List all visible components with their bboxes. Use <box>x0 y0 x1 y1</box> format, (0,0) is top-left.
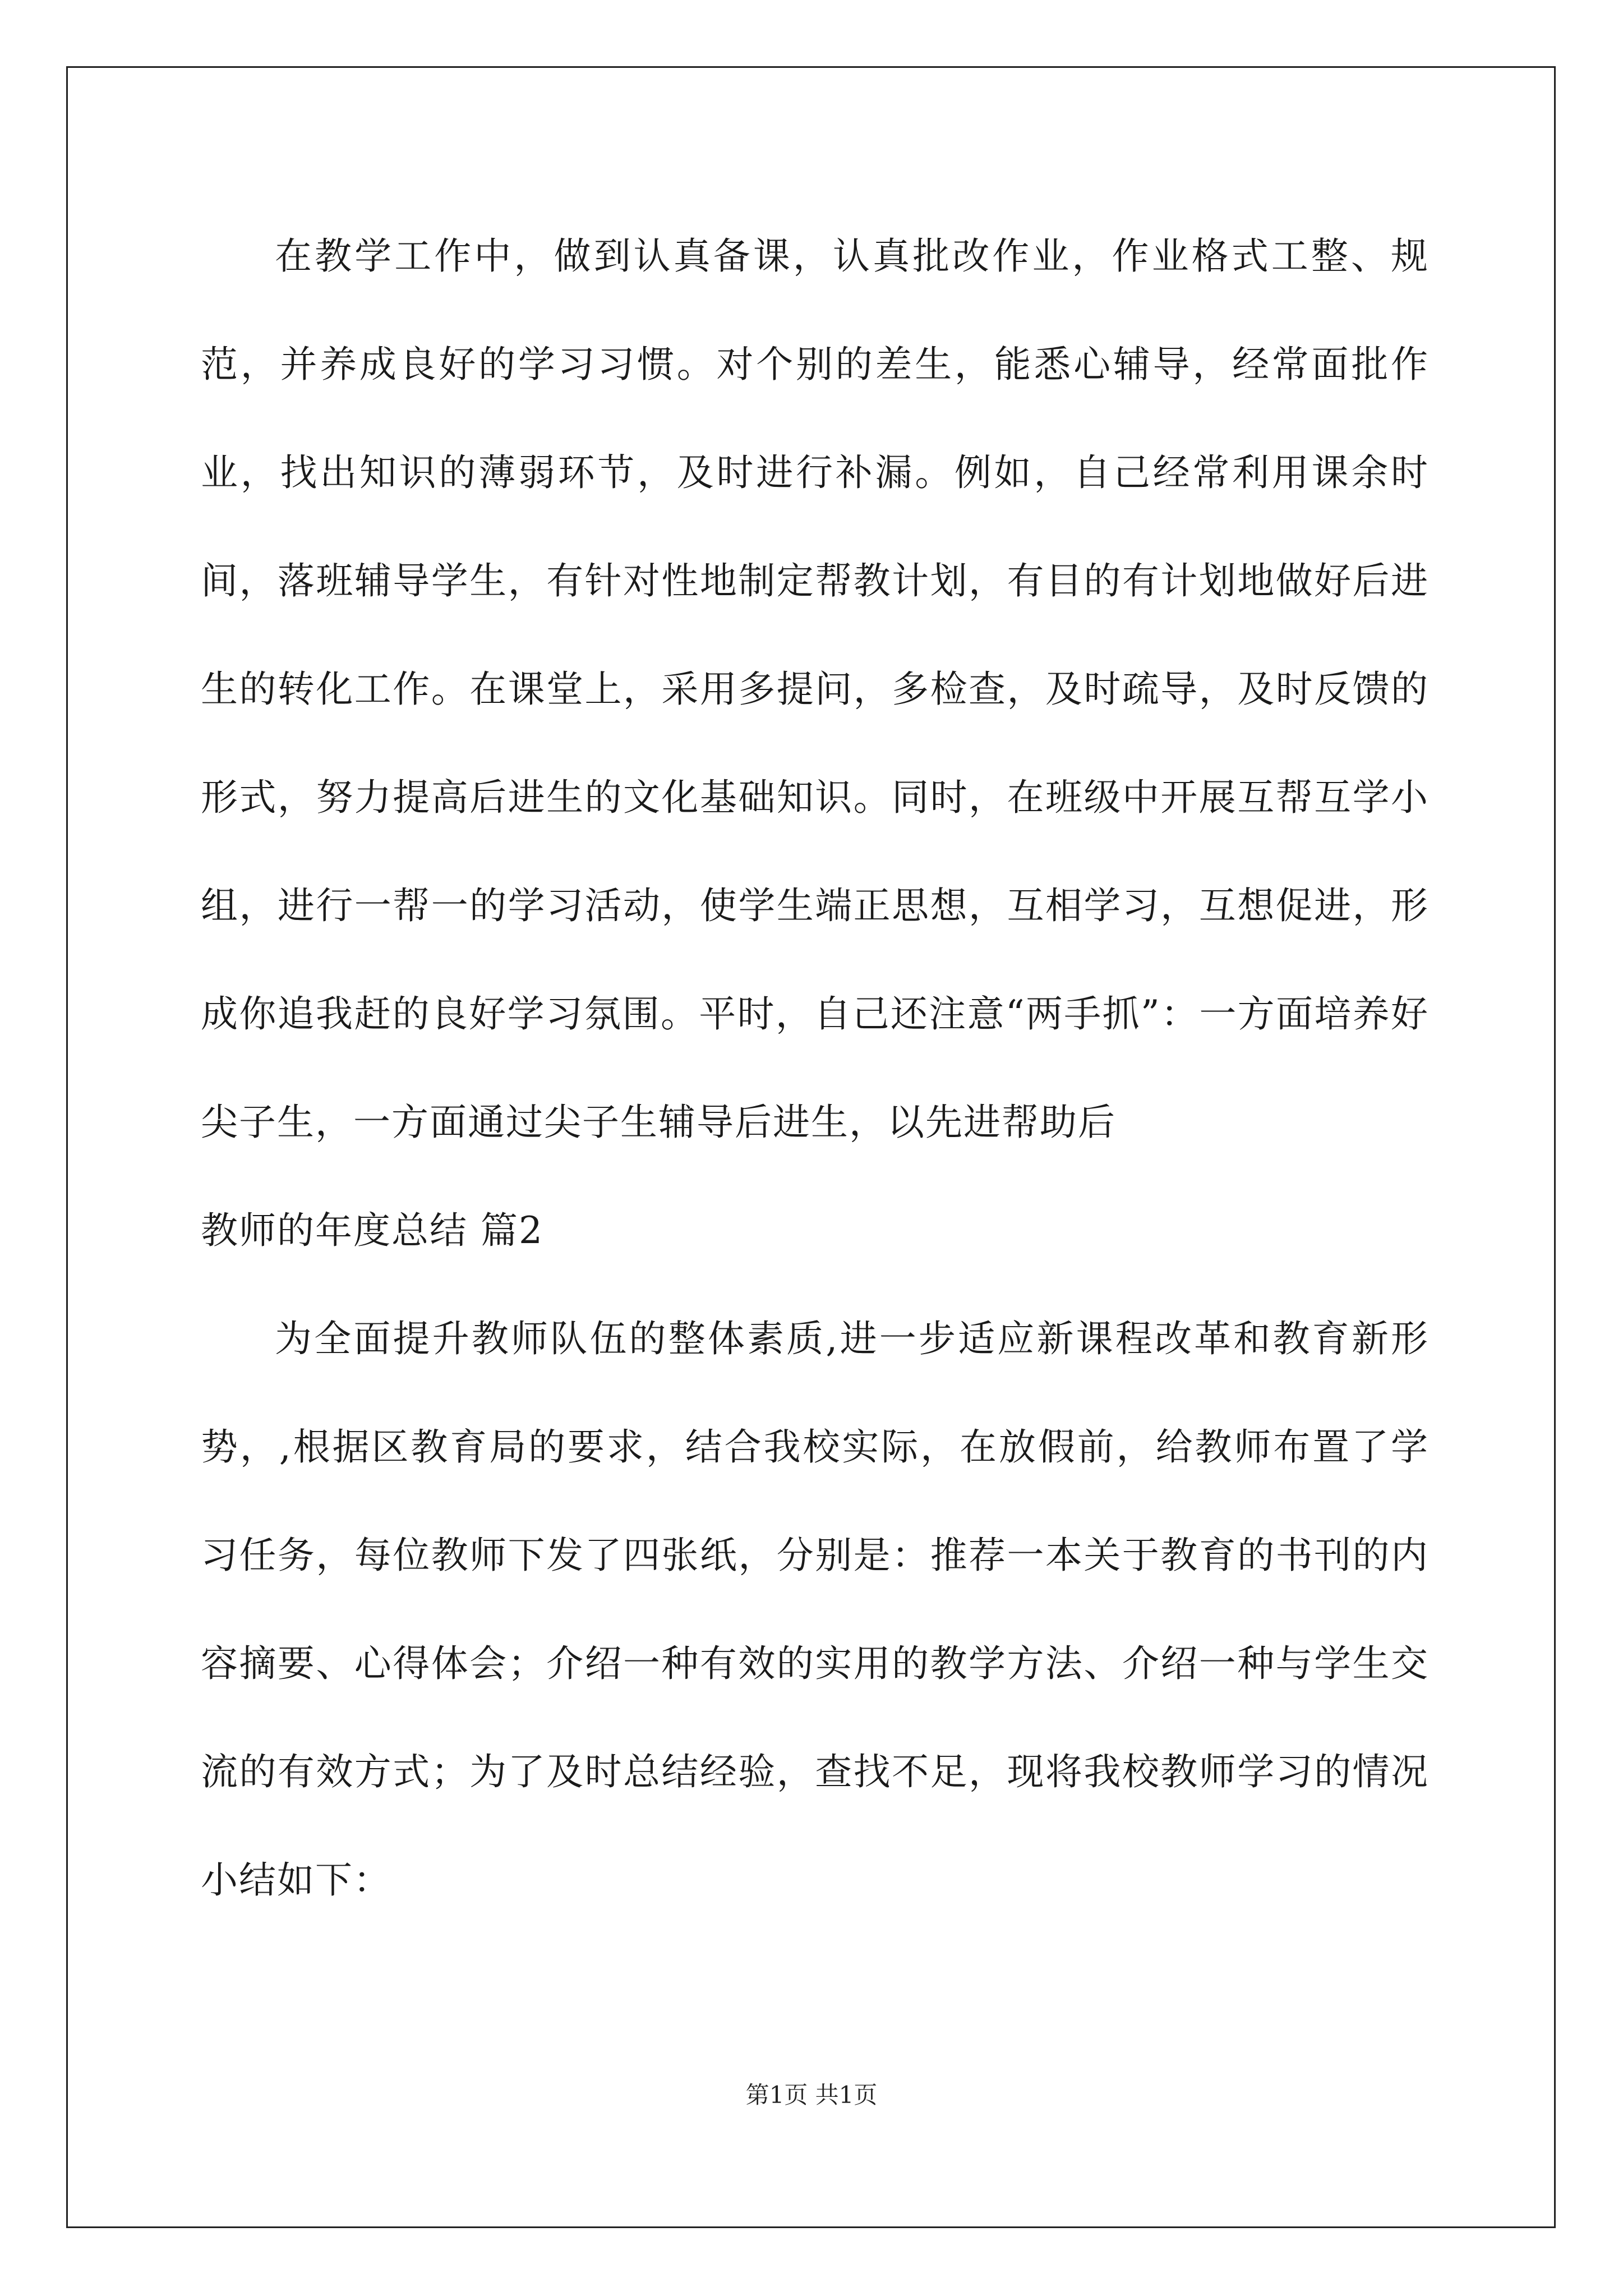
page-footer <box>0 2078 1623 2112</box>
document-body <box>201 202 1429 1934</box>
section-heading: 教师的年度总结 篇2 <box>201 1209 543 1252</box>
page-indicator: 第1页 共1页 <box>745 2081 878 2109</box>
paragraph-2: 为全面提升教师队伍的整体素质,进一步适应新课程改革和教育新形势，,根据区教育局的要求，结合我校实际，在放假前，给教师布置了学习任务，每位教师下发了四张纸，分别是：推荐一本关于教育的书刊的内容摘要、心得体会；介绍一种有效的实用的教学方法、介绍一种与学生交流的有效方式；为了及时总结经验，查找不足，现将我校教师学习的情况小结如下： <box>201 1317 1429 1902</box>
paragraph-1: 在教学工作中，做到认真备课，认真批改作业，作业格式工整、规范，并养成良好的学习习惯。对个别的差生，能悉心辅导，经常面批作业，找出知识的薄弱环节，及时进行补漏。例如，自己经常利用课余时间，落班辅导学生，有针对性地制定帮教计划，有目的有计划地做好后进生的转化工作。在课堂上，采用多提问，多检查，及时疏导，及时反馈的形式，努力提高后进生的文化基础知识。同时，在班级中开展互帮互学小组，进行一帮一的学习活动，使学生端正思想，互相学习，互想促进，形成你追我赶的良好学习氛围。平时，自己还注意“两手抓”：一方面培养好尖子生，一方面通过尖子生辅导后进生，以先进帮助后 <box>201 234 1429 1144</box>
